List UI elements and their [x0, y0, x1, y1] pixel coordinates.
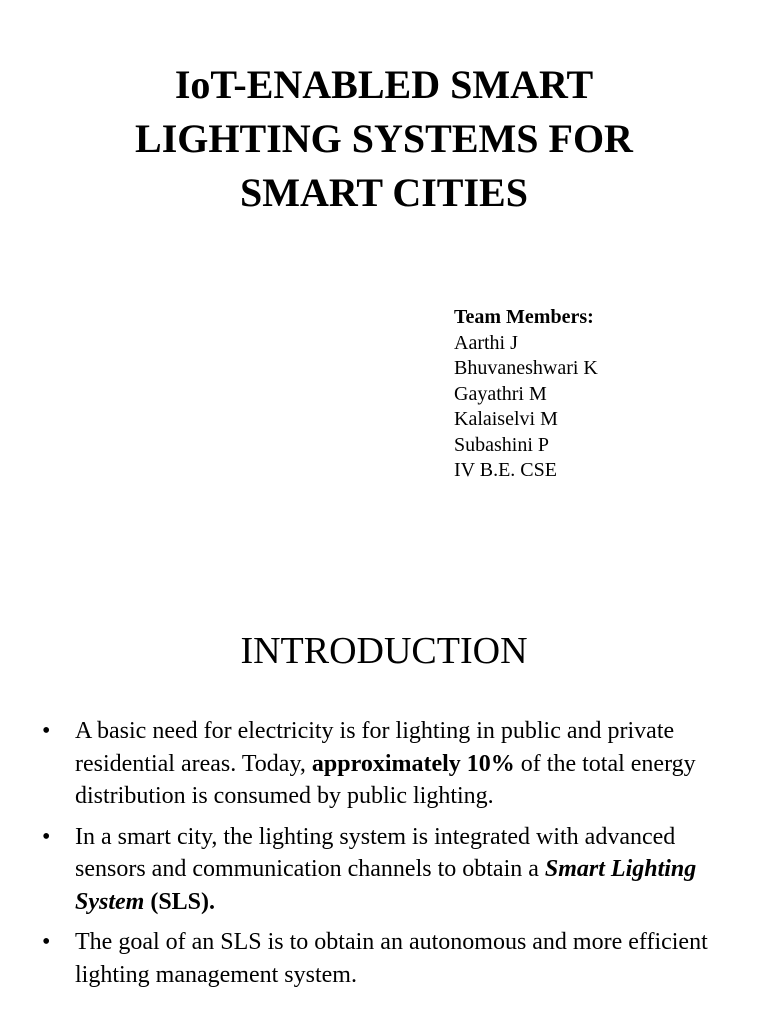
bullet-text: In a smart city, the lighting system is integrated with advanced sensors and communication channels to obtain a	[75, 823, 676, 882]
bullet-text: The goal of an SLS is to obtain an autonomous and more efficient lighting management system.	[75, 929, 708, 988]
introduction-title: INTRODUCTION	[240, 630, 528, 672]
bullet-item	[40, 715, 730, 813]
bullet-glyph: •	[42, 929, 51, 955]
team-class: IV B.E. CSE	[454, 459, 557, 481]
team-member: Aarthi J	[454, 331, 518, 354]
bullet-glyph: •	[42, 718, 51, 744]
bullet-text: of the total energy distribution is consumed by public lighting.	[75, 750, 696, 809]
bullet-bold-text: (SLS).	[150, 888, 216, 915]
bullet-text: A basic need for electricity is for lighting in public and private residential areas. Today,	[75, 718, 675, 777]
title-line: SMART CITIES	[240, 170, 528, 215]
bullet-glyph: •	[42, 823, 51, 850]
team-member: Kalaiselvi M	[454, 408, 558, 430]
bullet-item	[40, 926, 730, 991]
bullet-list	[40, 715, 730, 999]
bullet-bold-italic-text: Smart Lighting System	[75, 856, 697, 915]
team-members-block	[454, 305, 754, 484]
bullet-bold-text: approximately 10%	[311, 750, 515, 777]
team-heading: Team Members:	[454, 306, 594, 328]
slide-title	[0, 58, 768, 220]
team-member: Bhuvaneshwari K	[454, 357, 598, 379]
team-member: Subashini P	[454, 433, 550, 456]
title-line: IoT-ENABLED SMART	[174, 62, 594, 107]
bullet-item	[40, 821, 730, 919]
title-line: LIGHTING SYSTEMS FOR	[135, 116, 633, 161]
introduction-slide	[0, 512, 768, 1024]
team-member: Gayathri M	[454, 382, 547, 405]
